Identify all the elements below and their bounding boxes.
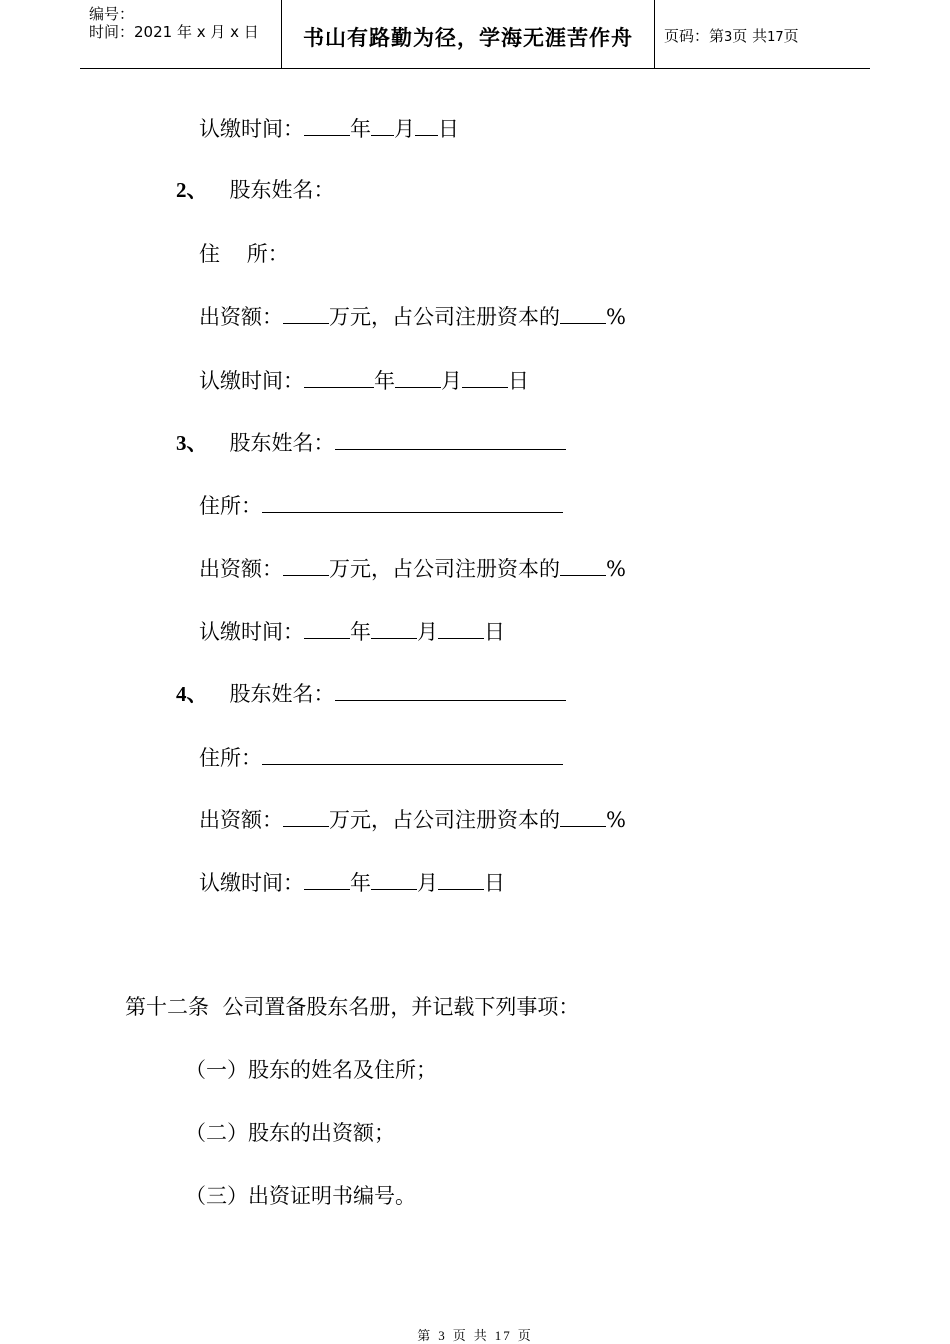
blank-field[interactable] [283, 553, 329, 576]
blank-field[interactable] [304, 113, 350, 136]
blank-field[interactable] [438, 867, 484, 890]
shareholder-4-amount-line: 出资额： 万元，占公司注册资本的 % [199, 804, 626, 835]
shareholder-4-time-line: 认缴时间： 年 月 日 [199, 867, 505, 898]
article-item-1: （一）股东的姓名及住所； [185, 1058, 437, 1082]
shareholder-2-address-line: 住 所： [199, 242, 289, 266]
blank-field[interactable] [438, 616, 484, 639]
blank-field[interactable] [283, 301, 329, 324]
blank-field[interactable] [304, 616, 350, 639]
blank-field[interactable] [371, 616, 417, 639]
blank-field[interactable] [395, 365, 441, 388]
header-meta-cell [80, 0, 282, 68]
header-motto-cell [282, 0, 655, 68]
blank-field[interactable] [560, 301, 606, 324]
blank-field[interactable] [304, 365, 374, 388]
page-footer: 第 3 页 共 17 页 [417, 1328, 533, 1343]
shareholder-4-address-line: 住所： [199, 742, 563, 773]
shareholder-3-name-line: 3、 股东姓名： [176, 427, 566, 458]
shareholder-4-name-line: 4、 股东姓名： [176, 678, 566, 709]
blank-field[interactable] [560, 553, 606, 576]
blank-field[interactable] [304, 867, 350, 890]
article-12-title: 第十二条 公司置备股东名册，并记载下列事项： [125, 995, 580, 1019]
blank-field[interactable] [335, 678, 566, 701]
shareholder-1-time-line: 认缴时间： 年 月 日 [199, 113, 459, 144]
shareholder-2-name-line: 2、 股东姓名： [176, 178, 335, 202]
shareholder-3-amount-line: 出资额： 万元，占公司注册资本的 % [199, 553, 626, 584]
blank-field[interactable] [371, 867, 417, 890]
shareholder-3-time-line: 认缴时间： 年 月 日 [199, 616, 505, 647]
header-page-cell [656, 0, 870, 68]
article-item-2: （二）股东的出资额； [185, 1121, 395, 1145]
shareholder-3-address-line: 住所： [199, 490, 563, 521]
shareholder-2-time-line: 认缴时间： 年 月 日 [199, 365, 529, 396]
blank-field[interactable] [283, 804, 329, 827]
blank-field[interactable] [415, 113, 438, 136]
article-item-3: （三）出资证明书编号。 [185, 1184, 416, 1208]
shareholder-2-amount-line: 出资额： 万元，占公司注册资本的 % [199, 301, 626, 332]
document-number-label: 编号： [89, 5, 135, 23]
document-time-label: 时间：2021 年 x 月 x 日 [89, 23, 259, 41]
blank-field[interactable] [560, 804, 606, 827]
header-page-info: 页码：第3页 共17页 [664, 27, 799, 45]
blank-field[interactable] [371, 113, 394, 136]
blank-field[interactable] [462, 365, 508, 388]
blank-field[interactable] [262, 742, 563, 765]
blank-field[interactable] [335, 427, 566, 450]
header-motto: 书山有路勤为径，学海无涯苦作舟 [303, 25, 633, 50]
blank-field[interactable] [262, 490, 563, 513]
page-header [80, 0, 870, 69]
